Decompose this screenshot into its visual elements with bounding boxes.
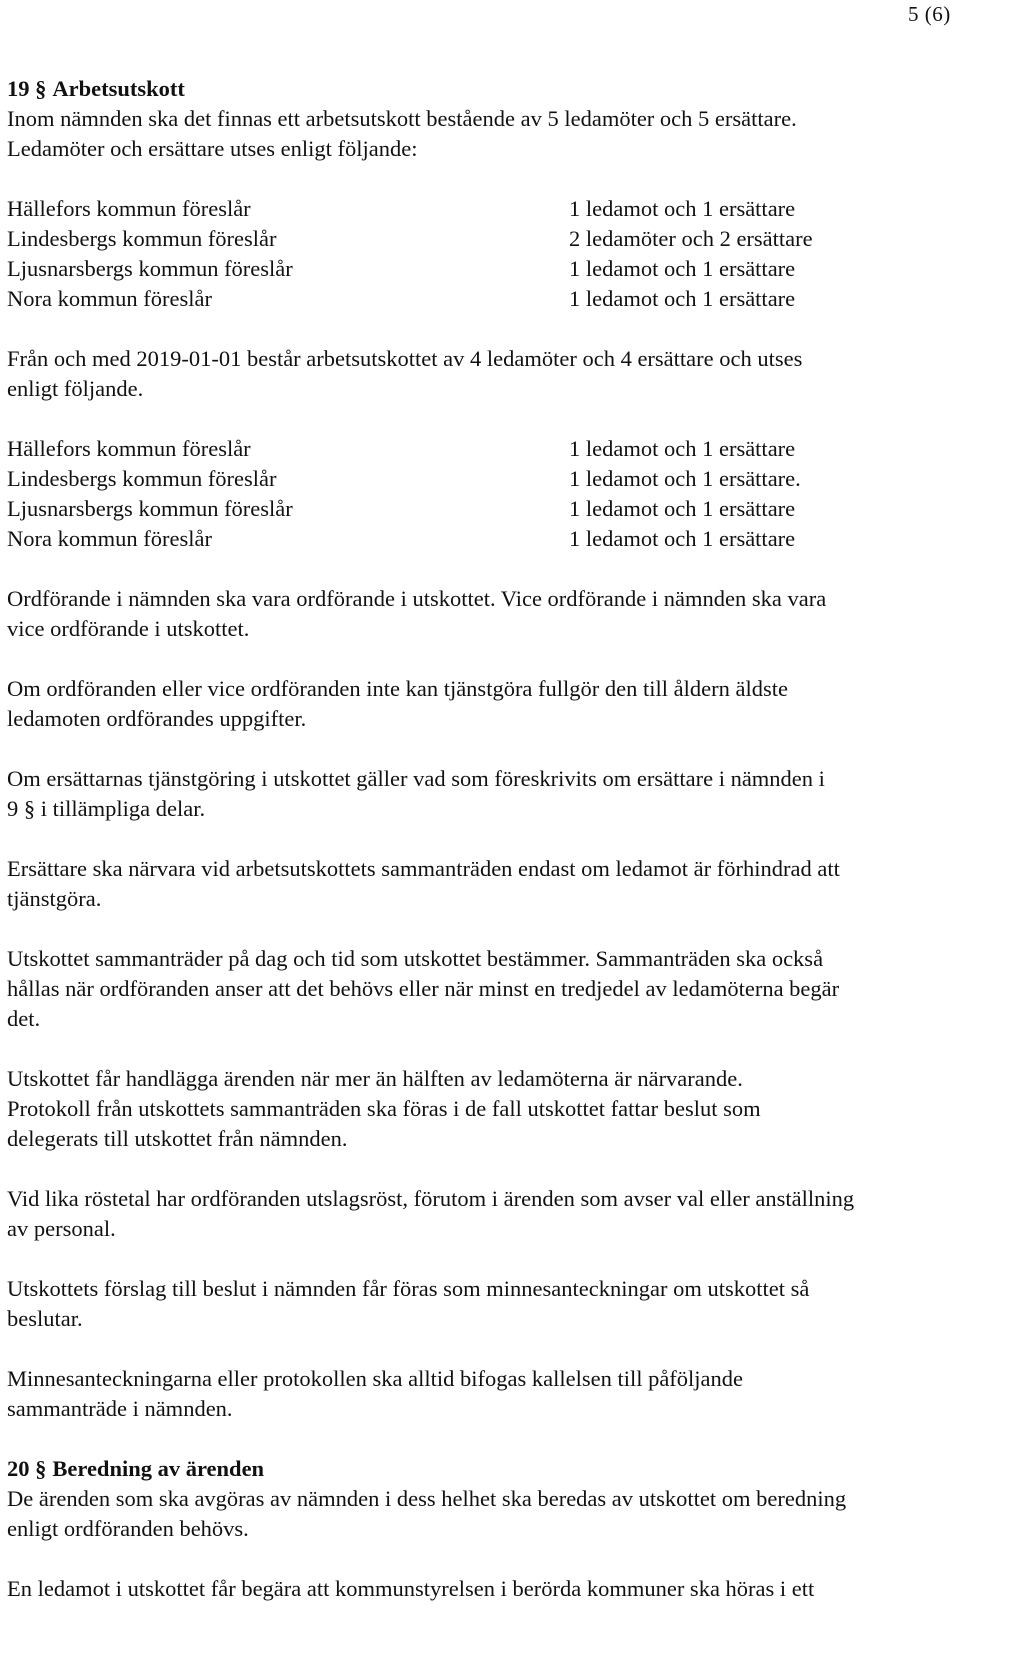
- allocation-row: [7, 434, 1017, 464]
- allocation-seats: 1 ledamot och 1 ersättare: [569, 256, 796, 281]
- paragraph-line: Om ordföranden eller vice ordföranden inte kan tjänstgöra fullgör den till åldern äldste: [7, 676, 788, 701]
- paragraph-line: delegerats till utskottet från nämnden.: [7, 1126, 348, 1151]
- seat-allocation-table-1: [7, 194, 1017, 314]
- allocation-seats: 1 ledamot och 1 ersättare: [569, 286, 796, 311]
- paragraph-line: enligt följande.: [7, 376, 144, 401]
- seat-allocation-table-2: [7, 434, 1017, 554]
- allocation-row: [7, 224, 1017, 254]
- from-2019-paragraph: [7, 344, 1017, 404]
- paragraph-line: hållas när ordföranden anser att det behövs eller när minst en tredjedel av ledamöterna begär: [7, 976, 840, 1001]
- body-paragraph: [7, 1274, 1017, 1334]
- body-paragraph: [7, 854, 1017, 914]
- allocation-row: [7, 494, 1017, 524]
- paragraph-line: sammanträde i nämnden.: [7, 1396, 233, 1421]
- body-paragraph: [7, 764, 1017, 824]
- paragraph-line: En ledamot i utskottet får begära att kommunstyrelsen i berörda kommuner ska höras i ett: [7, 1576, 815, 1601]
- allocation-municipality: Hällefors kommun föreslår: [7, 436, 251, 461]
- allocation-seats: 1 ledamot och 1 ersättare: [569, 526, 796, 551]
- allocation-municipality: Ljusnarsbergs kommun föreslår: [7, 496, 293, 521]
- paragraph-line: Minnesanteckningarna eller protokollen ska alltid bifogas kallelsen till påföljande: [7, 1366, 744, 1391]
- document-body: [7, 74, 1017, 1604]
- allocation-seats: 1 ledamot och 1 ersättare: [569, 196, 796, 221]
- body-paragraph: [7, 944, 1017, 1034]
- section-19-intro: [7, 104, 1017, 164]
- body-paragraph: [7, 674, 1017, 734]
- paragraph-line: av personal.: [7, 1216, 116, 1241]
- paragraph-line: De ärenden som ska avgöras av nämnden i dess helhet ska beredas av utskottet om beredning: [7, 1486, 847, 1511]
- paragraph-line: Från och med 2019-01-01 består arbetsutskottet av 4 ledamöter och 4 ersättare och utses: [7, 346, 803, 371]
- allocation-row: [7, 254, 1017, 284]
- paragraph-line: Protokoll från utskottets sammanträden ska föras i de fall utskottet fattar beslut som: [7, 1096, 761, 1121]
- allocation-seats: 1 ledamot och 1 ersättare.: [569, 466, 801, 491]
- allocation-municipality: Nora kommun föreslår: [7, 526, 212, 551]
- allocation-municipality: Ljusnarsbergs kommun föreslår: [7, 256, 293, 281]
- paragraph-line: enligt ordföranden behövs.: [7, 1516, 249, 1541]
- allocation-row: [7, 284, 1017, 314]
- paragraph-line: Vid lika röstetal har ordföranden utslagsröst, förutom i ärenden som avser val eller anställning: [7, 1186, 855, 1211]
- section-20-heading: [7, 1454, 1017, 1484]
- allocation-seats: 2 ledamöter och 2 ersättare: [569, 226, 813, 251]
- allocation-municipality: Hällefors kommun föreslår: [7, 196, 251, 221]
- allocation-row: [7, 464, 1017, 494]
- allocation-row: [7, 524, 1017, 554]
- paragraph-line: beslutar.: [7, 1306, 83, 1331]
- paragraph-line: Om ersättarnas tjänstgöring i utskottet gäller vad som föreskrivits om ersättare i nämnden i: [7, 766, 825, 791]
- paragraph-line: det.: [7, 1006, 41, 1031]
- allocation-row: [7, 194, 1017, 224]
- paragraph-line: Ordförande i nämnden ska vara ordförande i utskottet. Vice ordförande i nämnden ska vara: [7, 586, 827, 611]
- section-19-number: 19 §: [7, 76, 47, 101]
- section-20-paragraph: [7, 1484, 1017, 1544]
- intro-line: Inom nämnden ska det finnas ett arbetsutskott bestående av 5 ledamöter och 5 ersättare.: [7, 106, 797, 131]
- body-paragraph: [7, 584, 1017, 644]
- body-paragraph: [7, 1064, 1017, 1154]
- allocation-municipality: Nora kommun föreslår: [7, 286, 212, 311]
- paragraph-line: Utskottets förslag till beslut i nämnden får föras som minnesanteckningar om utskottet så: [7, 1276, 810, 1301]
- allocation-municipality: Lindesbergs kommun föreslår: [7, 466, 277, 491]
- body-paragraph: [7, 1184, 1017, 1244]
- paragraph-line: vice ordförande i utskottet.: [7, 616, 250, 641]
- intro-line: Ledamöter och ersättare utses enligt följande:: [7, 136, 418, 161]
- paragraph-line: Ersättare ska närvara vid arbetsutskottets sammanträden endast om ledamot är förhindrad att: [7, 856, 840, 881]
- paragraph-line: 9 § i tillämpliga delar.: [7, 796, 206, 821]
- paragraph-line: tjänstgöra.: [7, 886, 102, 911]
- section-19-heading: [7, 74, 1017, 104]
- section-19-title: Arbetsutskott: [52, 76, 185, 101]
- section-20-title: Beredning av ärenden: [52, 1456, 265, 1481]
- paragraph-line: Utskottet får handlägga ärenden när mer än hälften av ledamöterna är närvarande.: [7, 1066, 743, 1091]
- section-20-last-paragraph: [7, 1574, 1017, 1604]
- page-number: 5 (6): [908, 2, 951, 26]
- allocation-seats: 1 ledamot och 1 ersättare: [569, 436, 796, 461]
- paragraph-line: Utskottet sammanträder på dag och tid som utskottet bestämmer. Sammanträden ska också: [7, 946, 824, 971]
- body-paragraph: [7, 1364, 1017, 1424]
- allocation-municipality: Lindesbergs kommun föreslår: [7, 226, 277, 251]
- paragraph-line: ledamoten ordförandes uppgifter.: [7, 706, 307, 731]
- section-20-number: 20 §: [7, 1456, 47, 1481]
- allocation-seats: 1 ledamot och 1 ersättare: [569, 496, 796, 521]
